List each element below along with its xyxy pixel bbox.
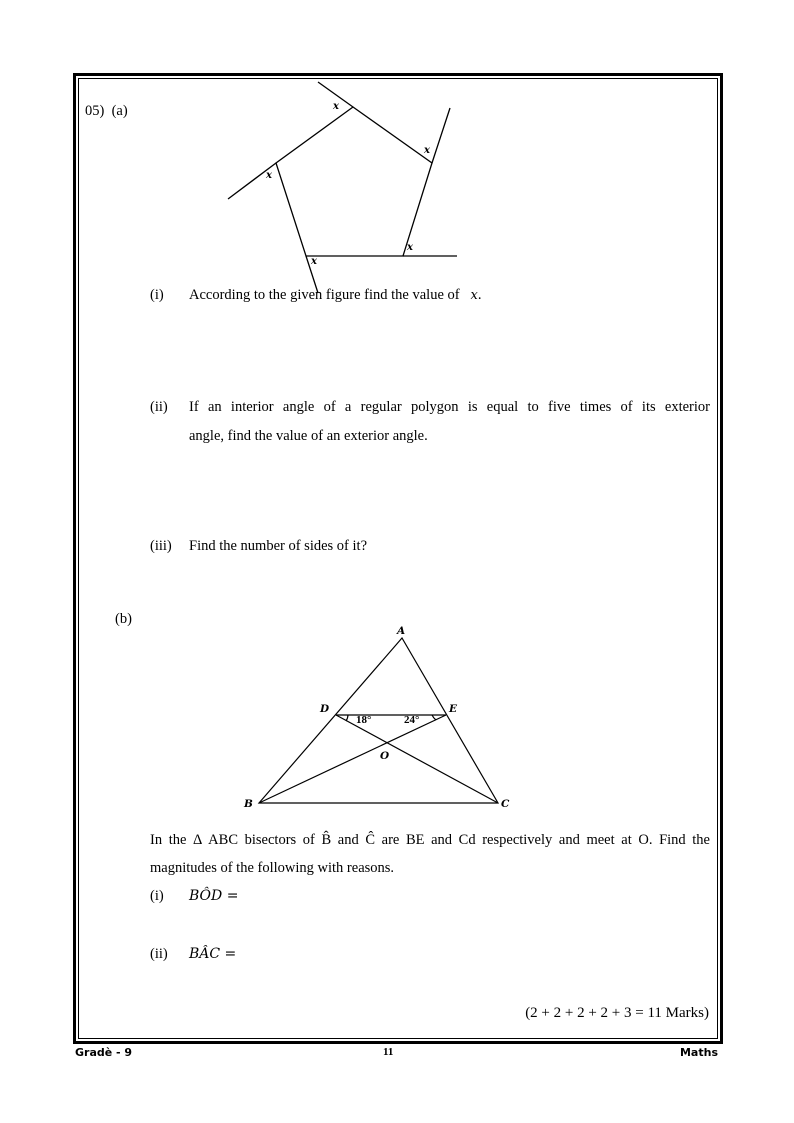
pentagon bbox=[276, 107, 432, 256]
question-number-text: 05) bbox=[85, 103, 105, 119]
triangle-figure bbox=[259, 638, 498, 803]
part-b-line1: In the Δ ABC bisectors of B̂ and Ĉ are BE and Cd respectively and meet at O. Find the bbox=[150, 832, 710, 848]
marks-allocation: (2 + 2 + 2 + 2 + 3 = 11 Marks) bbox=[525, 1005, 709, 1021]
angle-value-d: 18° bbox=[356, 714, 372, 726]
item-a-i-variable: x bbox=[470, 288, 478, 303]
item-a-i-question: According to the given figure find the value of bbox=[189, 287, 460, 303]
item-a-ii-line2: angle, find the value of an exterior angle. bbox=[189, 428, 428, 444]
angle-value-e: 24° bbox=[404, 714, 420, 726]
footer-page-number: 11 bbox=[383, 1046, 394, 1058]
angle-label-x: x bbox=[266, 170, 272, 181]
item-a-ii-line1: If an interior angle of a regular polygon is equal to five times of its exterior bbox=[189, 399, 710, 415]
item-b-ii-number: (ii) bbox=[150, 946, 168, 962]
vertex-label-e: E bbox=[449, 703, 458, 715]
item-a-i-number: (i) bbox=[150, 287, 164, 303]
item-a-i-text bbox=[189, 287, 481, 304]
item-a-iii-text: Find the number of sides of it? bbox=[189, 538, 368, 554]
part-b-line2: magnitudes of the following with reasons. bbox=[150, 860, 395, 876]
part-a-label: (a) bbox=[111, 103, 128, 119]
vertex-label-b: B bbox=[244, 798, 253, 810]
vertex-label-c: C bbox=[501, 798, 510, 810]
part-b-label: (b) bbox=[115, 611, 132, 627]
angle-arc-d bbox=[346, 715, 348, 721]
vertex-label-a: A bbox=[397, 625, 406, 637]
footer-grade: Gradè - 9 bbox=[75, 1046, 133, 1059]
extension-line bbox=[432, 108, 450, 163]
item-a-iii-number: (iii) bbox=[150, 538, 172, 554]
item-b-i-number: (i) bbox=[150, 888, 164, 904]
triangle-abc bbox=[259, 638, 498, 803]
item-a-ii-number: (ii) bbox=[150, 399, 168, 415]
angle-label-x: x bbox=[407, 242, 413, 253]
item-a-i-period: . bbox=[477, 287, 482, 303]
vertex-label-o: O bbox=[380, 750, 390, 762]
vertex-label-d: D bbox=[320, 703, 330, 715]
angle-label-x: x bbox=[424, 145, 430, 156]
angle-label-x: x bbox=[311, 256, 317, 267]
extension-line bbox=[228, 163, 276, 199]
angle-label-x: x bbox=[333, 101, 339, 112]
item-b-ii-expression: BÂC = bbox=[189, 946, 237, 962]
angle-arc-e bbox=[432, 715, 436, 720]
footer-subject: Maths bbox=[679, 1046, 718, 1059]
item-b-i-expression: BÔD = bbox=[189, 888, 239, 904]
